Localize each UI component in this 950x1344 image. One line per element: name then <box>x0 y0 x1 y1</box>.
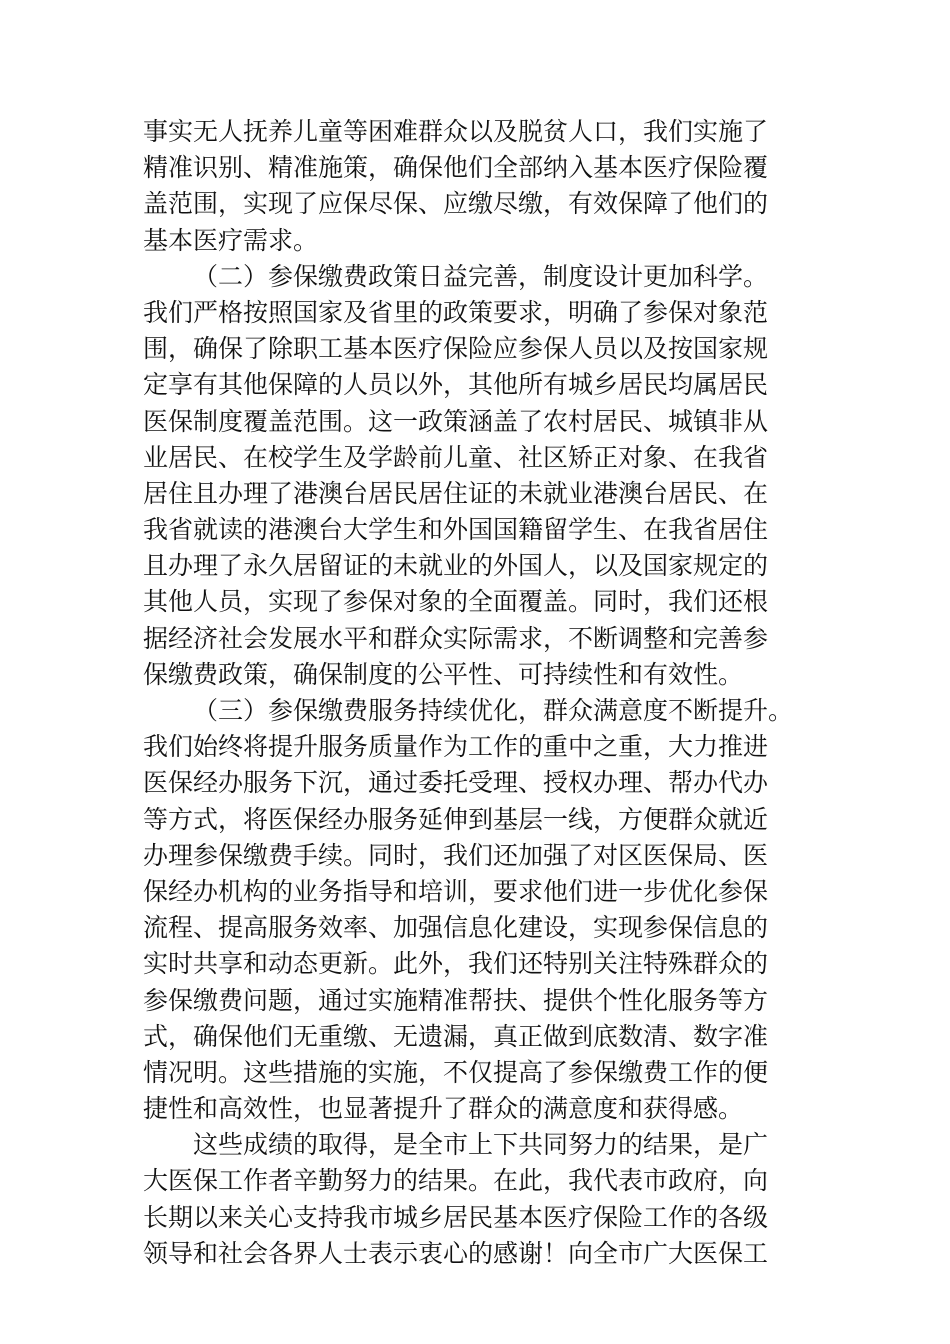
text-line: 医保经办服务下沉，通过委托受理、授权办理、帮办代办 <box>143 768 769 798</box>
text-line: 精准识别、精准施策，确保他们全部纳入基本医疗保险覆 <box>143 153 769 183</box>
text-line: 我们始终将提升服务质量作为工作的重中之重，大力推进 <box>143 732 769 762</box>
text-line: 我省就读的港澳台大学生和外国国籍留学生、在我省居住 <box>143 515 769 545</box>
text-line: 定享有其他保障的人员以外，其他所有城乡居民均属居民 <box>143 370 769 400</box>
text-line: 保经办机构的业务指导和培训，要求他们进一步优化参保 <box>143 876 769 906</box>
text-line: 其他人员，实现了参保对象的全面覆盖。同时，我们还根 <box>143 587 769 617</box>
text-line: 保缴费政策，确保制度的公平性、可持续性和有效性。 <box>143 659 744 689</box>
paragraph-start: 这些成绩的取得，是全市上下共同努力的结果，是广 <box>193 1130 769 1160</box>
text-line: 流程、提高服务效率、加强信息化建设，实现参保信息的 <box>143 913 769 943</box>
text-line: 业居民、在校学生及学龄前儿童、社区矫正对象、在我省 <box>143 442 769 472</box>
section-heading-2: （二）参保缴费政策日益完善，制度设计更加科学。 <box>193 261 769 291</box>
text-line: 基本医疗需求。 <box>143 225 319 255</box>
text-line: 据经济社会发展水平和群众实际需求，不断调整和完善参 <box>143 623 769 653</box>
text-line: 长期以来关心支持我市城乡居民基本医疗保险工作的各级 <box>143 1202 769 1232</box>
text-line: 大医保工作者辛勤努力的结果。在此，我代表市政府，向 <box>143 1166 769 1196</box>
document-body <box>143 114 813 1272</box>
text-line: 等方式，将医保经办服务延伸到基层一线，方便群众就近 <box>143 804 769 834</box>
text-line: 参保缴费问题，通过实施精准帮扶、提供个性化服务等方 <box>143 985 769 1015</box>
text-line: 居住且办理了港澳台居民居住证的未就业港澳台居民、在 <box>143 478 769 508</box>
text-line: 式，确保他们无重缴、无遗漏，真正做到底数清、数字准 <box>143 1021 769 1051</box>
text-line: 盖范围，实现了应保尽保、应缴尽缴，有效保障了他们的 <box>143 189 769 219</box>
text-line: 捷性和高效性，也显著提升了群众的满意度和获得感。 <box>143 1094 744 1124</box>
text-line: 围，确保了除职工基本医疗保险应参保人员以及按国家规 <box>143 334 769 364</box>
text-line: 且办理了永久居留证的未就业的外国人，以及国家规定的 <box>143 551 769 581</box>
text-line: 我们严格按照国家及省里的政策要求，明确了参保对象范 <box>143 297 769 327</box>
text-line: 事实无人抚养儿童等困难群众以及脱贫人口，我们实施了 <box>143 117 769 146</box>
text-line: 情况明。这些措施的实施，不仅提高了参保缴费工作的便 <box>143 1057 769 1087</box>
text-line: 实时共享和动态更新。此外，我们还特别关注特殊群众的 <box>143 949 769 979</box>
text-line: 办理参保缴费手续。同时，我们还加强了对区医保局、医 <box>143 840 769 870</box>
text-line: 医保制度覆盖范围。这一政策涵盖了农村居民、城镇非从 <box>143 406 769 436</box>
section-heading-3: （三）参保缴费服务持续优化，群众满意度不断提升。 <box>193 696 794 725</box>
text-line: 领导和社会各界人士表示衷心的感谢！向全市广大医保工 <box>143 1238 769 1268</box>
